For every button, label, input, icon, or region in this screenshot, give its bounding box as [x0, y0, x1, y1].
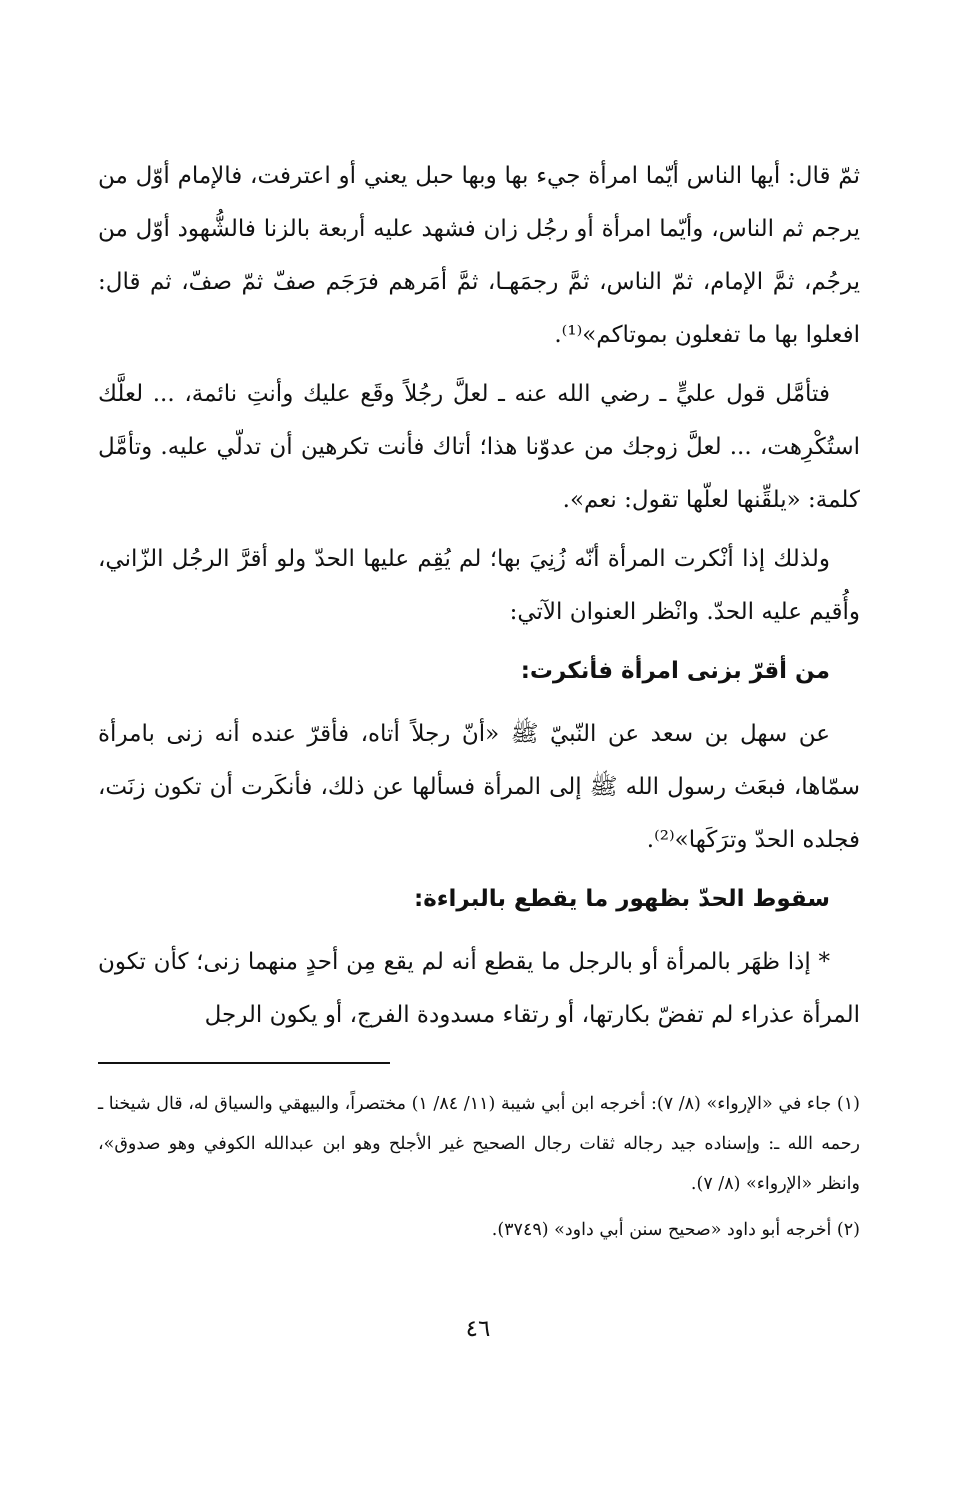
body-paragraph-1: ثمّ قال: أيها الناس أيّما امرأة جيء بها وبها حبل يعني أو اعترفت، فالإمام أوّل من يرجم ثم الناس، وأيّما امرأة أو رجُل زان فشهد عليه أربعة بالزنا فالشُّهود أوّل من يرجُم، ثمَّ الإمام، ثمّ الناس، ثمَّ رجمَهـا، ثمَّ أمَرهم فرَجَم صفّ ثمّ صفّ، ثم قال: افعلوا بها ما تفعلون بموتاكم»⁽¹⁾. — [98, 163, 860, 348]
page-number: ٤٦ — [465, 1316, 491, 1342]
section-heading-denial: من أقرّ بزنى امرأة فأنكرت: — [520, 658, 830, 684]
page-content — [98, 150, 860, 1256]
footnote-separator — [98, 1062, 390, 1064]
footnotes — [98, 1084, 860, 1250]
body-paragraph-4: عن سهل بن سعد عن النّبيّ ﷺ «أنّ رجلاً أتاه، فأقرّ عنده أنه زنى بامرأة سمّاها، فبعَث رسول الله ﷺ إلى المرأة فسألها عن ذلك، فأنكَرت أن تكون زنَت، فجلده الحدّ وترَكَها»⁽²⁾. — [98, 721, 860, 853]
body-paragraph-2: فتأمَّل قول عليٍّ ـ رضي الله عنه ـ لعلَّ رجُلاً وقَع عليك وأنتِ نائمة، ... لعلَّك استُكْرِهت، ... لعلَّ زوجك من عدوّنا هذا؛ أتاك فأنت تكرهين أن تدلّي عليه. وتأمَّل كلمة: «يلقِّنها لعلّها تقول: نعم». — [98, 381, 860, 513]
footnote-separator-wrap — [98, 1048, 860, 1074]
body-paragraph-3: ولذلك إذا أنْكرت المرأة أنّه زُنِيَ بها؛ لم يُقِم عليها الحدّ ولو أقرَّ الرجُل الزّاني، وأُقيم عليه الحدّ. وانْظر العنوان الآتي: — [98, 546, 860, 625]
footnote-1: (١) جاء في «الإرواء» (٨/ ٧): أخرجه ابن أبي شيبة (١١/ ٨٤/ ١) مختصراً، والبيهقي والسياق له، قال شيخنا ـ رحمه الله ـ: وإسناده جيد رجاله ثقات رجال الصحيح غير الأجلح وهو ابن عبدالله الكوفي وهو صدوق»، وانظر «الإرواء» (٨/ ٧). — [98, 1094, 860, 1194]
section-heading-innocence: سقوط الحدّ بظهور ما يقطع بالبراءة: — [414, 886, 830, 912]
body-paragraph-5: * إذا ظهَر بالمرأة أو بالرجل ما يقطع أنه لم يقع مِن أحدٍ منهما زنى؛ كأن تكون المرأة عذراء لم تفضّ بكارتها، أو رتقاء مسدودة الفرج، أو يكون الرجل — [98, 949, 860, 1028]
footnote-2: (٢) أخرجه أبو داود «صحيح سنن أبي داود» (٣٧٤٩). — [491, 1220, 860, 1240]
